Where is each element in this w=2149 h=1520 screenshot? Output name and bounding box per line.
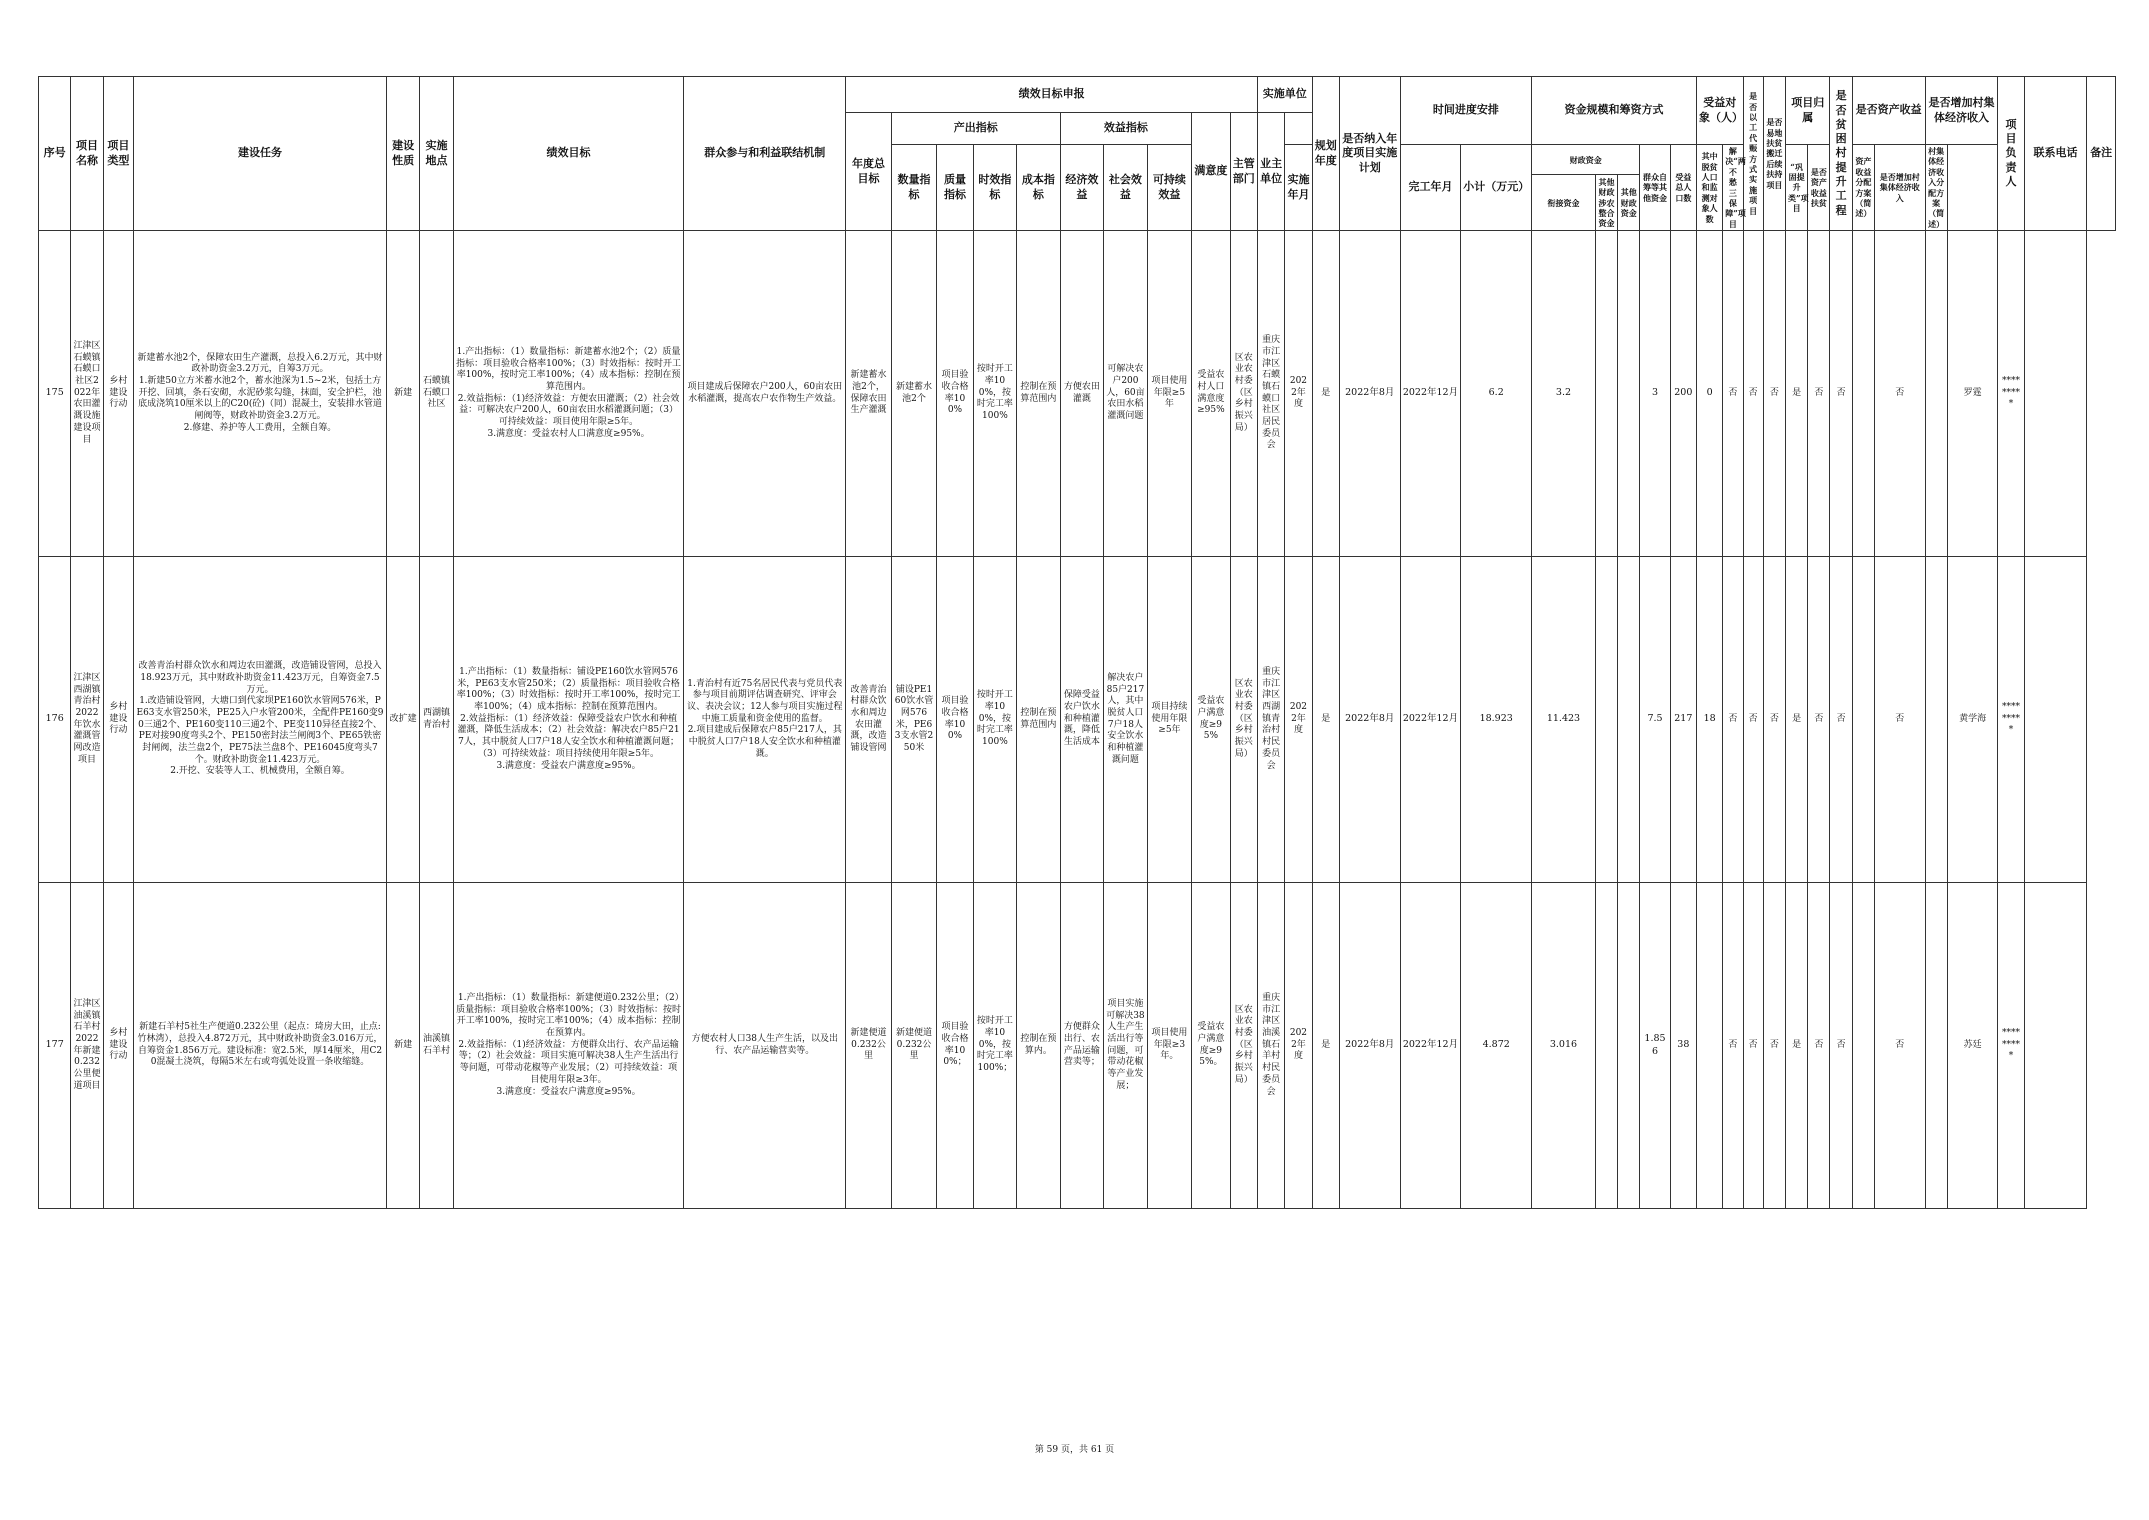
cell-consolidate: 是 <box>1785 557 1807 883</box>
th-owner: 业主单位 <box>1257 113 1284 231</box>
cell-relocation: 否 <box>1743 883 1763 1209</box>
cell-mechanism: 项目建成后保障农户200人，60亩农田水稻灌溉，提高农户农作物生产效益。 <box>684 231 846 557</box>
cell-end: 2022年12月 <box>1400 231 1461 557</box>
th-asset-support: 是否资产收益扶贫 <box>1808 145 1830 231</box>
cell-in-plan: 是 <box>1312 557 1339 883</box>
cell-two-no-worries: 否 <box>1763 231 1785 557</box>
cell-owner: 重庆市江津区石蟆镇石蟆口社区居民委员会 <box>1257 231 1284 557</box>
page-footer: 第 59 页，共 61 页 <box>1034 1445 1115 1455</box>
cell-construction-nature: 新建 <box>386 883 419 1209</box>
th-construction-nature: 建设性质 <box>386 77 419 231</box>
th-benefit-indicators: 效益指标 <box>1060 113 1192 145</box>
cell-phone: ********* <box>1998 231 2024 557</box>
cell-remark <box>2024 231 2087 557</box>
cell-construction-task: 改善青治村群众饮水和周边农田灌溉，改造铺设管网，总投入18.923万元，其中财政补助资金11.423万元，自筹资金7.5万元。 1.改造铺设管网，大塘口到代家坝PE160饮水管网576米，PE63支水管250米，PE25入户水管200米，全配件PE160变90三通2个、PE160变110三通2个、PE变110异径直接2个、PE对接90度弯头2个、PE150密封法兰闸阀3个、PE65铁密封闸阀，法兰盘2个，PE75法兰盘8个、PE16045度弯头7个。财政补助资金11.423万元。 2.开挖、安装等人工、机械费用，全额自筹。 <box>134 557 387 883</box>
cell-subtotal: 4.872 <box>1461 883 1532 1209</box>
th-satisfaction: 满意度 <box>1192 113 1230 231</box>
th-total-pop: 受益总人口数 <box>1670 145 1696 231</box>
cell-leader: 黄学海 <box>1947 557 1998 883</box>
cell-consolidate: 是 <box>1785 231 1807 557</box>
th-plan-year: 规划年度 <box>1312 77 1339 231</box>
th-cost: 成本指标 <box>1017 145 1061 231</box>
th-leader: 项目负责人 <box>1998 77 2024 231</box>
th-remark: 备注 <box>2087 77 2116 231</box>
cell-phone: ********* <box>1998 557 2024 883</box>
cell-owner: 重庆市江津区西湖镇青治村村民委员会 <box>1257 557 1284 883</box>
cell-satisfaction: 受益农户满意度≥95% <box>1192 557 1230 883</box>
th-beneficiaries: 受益对象（人） <box>1696 77 1743 145</box>
cell-project-type: 乡村建设行动 <box>103 557 133 883</box>
th-sustainable: 可持续效益 <box>1147 145 1192 231</box>
th-project-type: 项目类型 <box>103 77 133 231</box>
th-village-project: 是否贫困村提升工程 <box>1830 77 1852 231</box>
cell-dept: 区农业农村委（区乡村振兴局） <box>1230 557 1257 883</box>
cell-collective-plan <box>1925 557 1947 883</box>
cell-asset-plan <box>1852 883 1874 1209</box>
th-start: 实施年月 <box>1285 145 1312 231</box>
th-perf-report: 绩效目标申报 <box>846 77 1258 113</box>
th-two-no-worries: 解决“两不愁三保障”项目 <box>1723 145 1743 231</box>
cell-asset-support: 否 <box>1830 231 1852 557</box>
th-self-raised: 群众自筹等其他资金 <box>1640 145 1670 231</box>
cell-dept: 区农业农村委（区乡村振兴局） <box>1230 883 1257 1209</box>
cell-linked: 3.2 <box>1532 231 1596 557</box>
cell-work-relief: 否 <box>1723 557 1743 883</box>
th-schedule: 时间进度安排 <box>1400 77 1532 145</box>
cell-village-project: 否 <box>1808 231 1830 557</box>
cell-annual-target: 改善青治村群众饮水和周边农田灌溉，改造铺设管网 <box>846 557 892 883</box>
cell-village-project: 否 <box>1808 557 1830 883</box>
th-economic: 经济效益 <box>1060 145 1104 231</box>
cell-economic: 方便农田灌溉 <box>1060 231 1104 557</box>
cell-location: 石蟆镇石蟆口社区 <box>420 231 453 557</box>
cell-seq: 175 <box>39 231 71 557</box>
cell-end: 2022年12月 <box>1400 883 1461 1209</box>
th-quantity: 数量指标 <box>891 145 937 231</box>
cell-annual-target: 新建便道0.232公里 <box>846 883 892 1209</box>
cell-phone: ********* <box>1998 883 2024 1209</box>
cell-asset-support: 否 <box>1830 557 1852 883</box>
th-linked: 衔接资金 <box>1532 175 1596 231</box>
th-collective-plan: 村集体经济收入分配方案（简述） <box>1925 145 1947 231</box>
th-end: 完工年月 <box>1400 145 1461 231</box>
cell-construction-nature: 改扩建 <box>386 557 419 883</box>
cell-leader: 苏廷 <box>1947 883 1998 1209</box>
cell-economic: 方便群众出行、农产品运输营卖等； <box>1060 883 1104 1209</box>
cell-start: 2022年8月 <box>1339 231 1400 557</box>
cell-other-fiscal <box>1618 883 1640 1209</box>
cell-subtotal: 6.2 <box>1461 231 1532 557</box>
cell-project-type: 乡村建设行动 <box>103 883 133 1209</box>
th-location: 实施地点 <box>420 77 453 231</box>
th-asset-income: 是否资产收益 <box>1852 77 1925 145</box>
cell-seq: 176 <box>39 557 71 883</box>
th-consolidate: “巩固提升类”项目 <box>1785 145 1807 231</box>
th-collective-yes: 是否增加村集体经济收入 <box>1874 145 1925 231</box>
cell-timeliness: 按时开工率100%，按时完工率100% <box>973 231 1017 557</box>
cell-self-raised: 1.856 <box>1640 883 1670 1209</box>
th-fiscal: 财政资金 <box>1532 145 1640 175</box>
cell-perf-target: 1.产出指标：（1）数量指标：新建蓄水池2个；（2）质量指标：项目验收合格率100%；（3）时效指标：按时开工率100%，按时完工率100%；（4）成本指标：控制在预算范围内。 2.效益指标：（1)经济效益：方便农田灌溉；（2）社会效益：可解决农户200人，60亩农田水稻灌溉问题；（3）可持续效益：项目使用年限≥5年。 3.满意度：受益农村人口满意度≥95%。 <box>453 231 684 557</box>
th-asset-plan: 资产收益分配方案（简述） <box>1852 145 1874 231</box>
cell-collective-yes: 否 <box>1874 883 1925 1209</box>
cell-perf-target: 1.产出指标：（1）数量指标：铺设PE160饮水管网576米，PE63支水管250米；（2）质量指标：项目验收合格率100%；（3）时效指标：按时开工率100%，按时完工率100%；（4）成本指标：控制在预算范围内。 2.效益指标：（1）经济效益：保障受益农户饮水和种植灌溉，降低生活成本；（2）社会效益：解决农户85户217人，其中脱贫人口7户18人安全饮水和种植灌溉问题；（3）可持续效益：项目持续使用年限≥5年。 3.满意度：受益农户满意度≥95%。 <box>453 557 684 883</box>
cell-quantity: 新建便道0.232公里 <box>891 883 937 1209</box>
cell-linked: 3.016 <box>1532 883 1596 1209</box>
cell-self-raised: 7.5 <box>1640 557 1670 883</box>
cell-cost: 控制在预算范围内 <box>1017 231 1061 557</box>
cell-project-name: 江津区西湖镇青治村2022年饮水灌溉管网改造项目 <box>71 557 103 883</box>
cell-monitored: 18 <box>1696 557 1722 883</box>
cell-quality: 项目验收合格率100% <box>937 557 973 883</box>
th-monitored: 其中脱贫人口和监测对象人数 <box>1696 145 1722 231</box>
th-output-indicators: 产出指标 <box>891 113 1060 145</box>
table-row <box>39 231 2116 557</box>
cell-perf-target: 1.产出指标：（1）数量指标：新建便道0.232公里；（2）质量指标：项目验收合格率100%；（3）时效指标：按时开工率100%，按时完工率100%；（4）成本指标：控制在预算内。 2.效益指标：（1)经济效益：方便群众出行、农产品运输等；（2）社会效益：项目实施可解决38人生产生活出行等问题，可带动花椒等产业发展；（2）可持续效益：项目使用年限≥3年。 3.满意度：受益农户满意度≥95%。 <box>453 883 684 1209</box>
cell-mechanism: 方便农村人口38人生产生活，以及出行、农产品运输营卖等。 <box>684 883 846 1209</box>
cell-start: 2022年8月 <box>1339 883 1400 1209</box>
cell-sustainable: 项目持续使用年限≥5年 <box>1147 557 1192 883</box>
th-collective: 是否增加村集体经济收入 <box>1925 77 1998 145</box>
cell-quality: 项目验收合格率100% <box>937 231 973 557</box>
cell-timeliness: 按时开工率100%，按时完工率100%； <box>973 883 1017 1209</box>
cell-seq: 177 <box>39 883 71 1209</box>
cell-leader: 罗霆 <box>1947 231 1998 557</box>
cell-two-no-worries: 否 <box>1763 883 1785 1209</box>
cell-social: 可解决农户200人，60亩农田水稻灌溉问题 <box>1104 231 1148 557</box>
cell-plan-year: 2022年度 <box>1285 883 1312 1209</box>
th-social: 社会效益 <box>1104 145 1148 231</box>
cell-monitored <box>1696 883 1722 1209</box>
th-annual-target: 年度总目标 <box>846 113 892 231</box>
th-other-agri: 其他财政涉农整合资金 <box>1595 175 1617 231</box>
cell-village-project: 否 <box>1808 883 1830 1209</box>
cell-location: 油溪镇石羊村 <box>420 883 453 1209</box>
cell-relocation: 否 <box>1743 557 1763 883</box>
th-seq: 序号 <box>39 77 71 231</box>
cell-collective-yes: 否 <box>1874 231 1925 557</box>
table-row <box>39 557 2116 883</box>
th-relocation: 是否易地扶贫搬迁后续扶持项目 <box>1763 77 1785 231</box>
th-project-name: 项目名称 <box>71 77 103 231</box>
cell-social: 解决农户85户217人，其中脱贫人口7户18人安全饮水和种植灌溉问题 <box>1104 557 1148 883</box>
cell-quality: 项目验收合格率100%； <box>937 883 973 1209</box>
cell-two-no-worries: 否 <box>1763 557 1785 883</box>
cell-end: 2022年12月 <box>1400 557 1461 883</box>
cell-plan-year: 2022年度 <box>1285 557 1312 883</box>
th-construction-task: 建设任务 <box>134 77 387 231</box>
cell-monitored: 0 <box>1696 231 1722 557</box>
cell-start: 2022年8月 <box>1339 557 1400 883</box>
cell-owner: 重庆市江津区油溪镇石羊村村民委员会 <box>1257 883 1284 1209</box>
cell-other-agri <box>1595 883 1617 1209</box>
cell-quantity: 新建蓄水池2个 <box>891 231 937 557</box>
cell-consolidate: 是 <box>1785 883 1807 1209</box>
cell-project-name: 江津区油溪镇石羊村2022年新建0.232公里便道项目 <box>71 883 103 1209</box>
cell-cost: 控制在预算范围内 <box>1017 557 1061 883</box>
cell-asset-plan <box>1852 231 1874 557</box>
th-mechanism: 群众参与和利益联结机制 <box>684 77 846 231</box>
cell-quantity: 铺设PE160饮水管网576米，PE63支水管250米 <box>891 557 937 883</box>
cell-location: 西湖镇青治村 <box>420 557 453 883</box>
cell-construction-task: 新建石羊村5社生产便道0.232公里（起点：琦房大田，止点:竹林湾），总投入4.872万元，其中财政补助资金3.016万元，自筹资金1.856万元。建设标准：宽2.5米，厚14厘米，用C20混凝土浇筑，每隔5米左右或弯弧处设置一条收缩缝。 <box>134 883 387 1209</box>
th-phone: 联系电话 <box>2024 77 2087 231</box>
th-subtotal: 小计（万元） <box>1461 145 1532 231</box>
cell-asset-support: 否 <box>1830 883 1852 1209</box>
th-belonging: 项目归属 <box>1785 77 1830 145</box>
cell-linked: 11.423 <box>1532 557 1596 883</box>
cell-collective-plan <box>1925 231 1947 557</box>
cell-self-raised: 3 <box>1640 231 1670 557</box>
cell-satisfaction: 受益农户满意度≥95%。 <box>1192 883 1230 1209</box>
cell-work-relief: 否 <box>1723 883 1743 1209</box>
cell-sustainable: 项目使用年限≥5年 <box>1147 231 1192 557</box>
cell-total-pop: 38 <box>1670 883 1696 1209</box>
cell-satisfaction: 受益农村人口满意度≥95% <box>1192 231 1230 557</box>
cell-asset-plan <box>1852 557 1874 883</box>
table-row <box>39 883 2116 1209</box>
th-other-fiscal: 其他财政资金 <box>1618 175 1640 231</box>
cell-collective-yes: 否 <box>1874 557 1925 883</box>
cell-dept: 区农业农村委（区乡村振兴局） <box>1230 231 1257 557</box>
cell-in-plan: 是 <box>1312 231 1339 557</box>
cell-total-pop: 200 <box>1670 231 1696 557</box>
cell-annual-target: 新建蓄水池2个，保障农田生产灌溉 <box>846 231 892 557</box>
cell-remark <box>2024 883 2087 1209</box>
cell-collective-plan <box>1925 883 1947 1209</box>
cell-project-name: 江津区石蟆镇石蟆口社区2022年农田灌溉设施建设项目 <box>71 231 103 557</box>
th-in-annual-plan: 是否纳入年度项目实施计划 <box>1339 77 1400 231</box>
cell-mechanism: 1.青治村有近75名居民代表与党员代表参与项目前期评估调查研究、评审会议、表决会议；12人参与项目实施过程中施工质量和资金使用的监督。 2.项目建成后保障农户85户217人，其中脱贫人口7户18人安全饮水和种植灌溉。 <box>684 557 846 883</box>
cell-remark <box>2024 557 2087 883</box>
th-dept: 主管部门 <box>1230 113 1257 231</box>
cell-economic: 保障受益农户饮水和种植灌溉，降低生活成本 <box>1060 557 1104 883</box>
cell-other-fiscal <box>1618 557 1640 883</box>
cell-timeliness: 按时开工率100%，按时完工率100% <box>973 557 1017 883</box>
cell-project-type: 乡村建设行动 <box>103 231 133 557</box>
cell-construction-task: 新建蓄水池2个，保障农田生产灌溉，总投入6.2万元，其中财政补助资金3.2万元，自筹3万元。 1.新建50立方米蓄水池2个，蓄水池深为1.5~2米，包括土方开挖、回填，条石安砌，水泥砂浆勾缝，抹面，安全护栏，池底成浇筑10厘米以上的C20(砼)（同）混凝土，安装排水管道闸阀等，财政补助资金3.2万元。 2.修建、养护等人工费用，全额自筹。 <box>134 231 387 557</box>
cell-construction-nature: 新建 <box>386 231 419 557</box>
cell-relocation: 否 <box>1743 231 1763 557</box>
th-perf-target: 绩效目标 <box>453 77 684 231</box>
cell-in-plan: 是 <box>1312 883 1339 1209</box>
cell-plan-year: 2022年度 <box>1285 231 1312 557</box>
cell-other-agri <box>1595 557 1617 883</box>
cell-subtotal: 18.923 <box>1461 557 1532 883</box>
cell-total-pop: 217 <box>1670 557 1696 883</box>
cell-social: 项目实施可解决38人生产生活出行等问题，可带动花椒等产业发展； <box>1104 883 1148 1209</box>
th-funding: 资金规模和筹资方式 <box>1532 77 1697 145</box>
th-impl-unit: 实施单位 <box>1257 77 1312 113</box>
cell-other-agri <box>1595 231 1617 557</box>
th-quality: 质量指标 <box>937 145 973 231</box>
th-timeliness: 时效指标 <box>973 145 1017 231</box>
cell-other-fiscal <box>1618 231 1640 557</box>
cell-cost: 控制在预算内。 <box>1017 883 1061 1209</box>
cell-work-relief: 否 <box>1723 231 1743 557</box>
th-work-relief: 是否以工代赈方式实施项目 <box>1743 77 1763 231</box>
project-table <box>38 76 2116 1209</box>
cell-sustainable: 项目使用年限≥3年。 <box>1147 883 1192 1209</box>
